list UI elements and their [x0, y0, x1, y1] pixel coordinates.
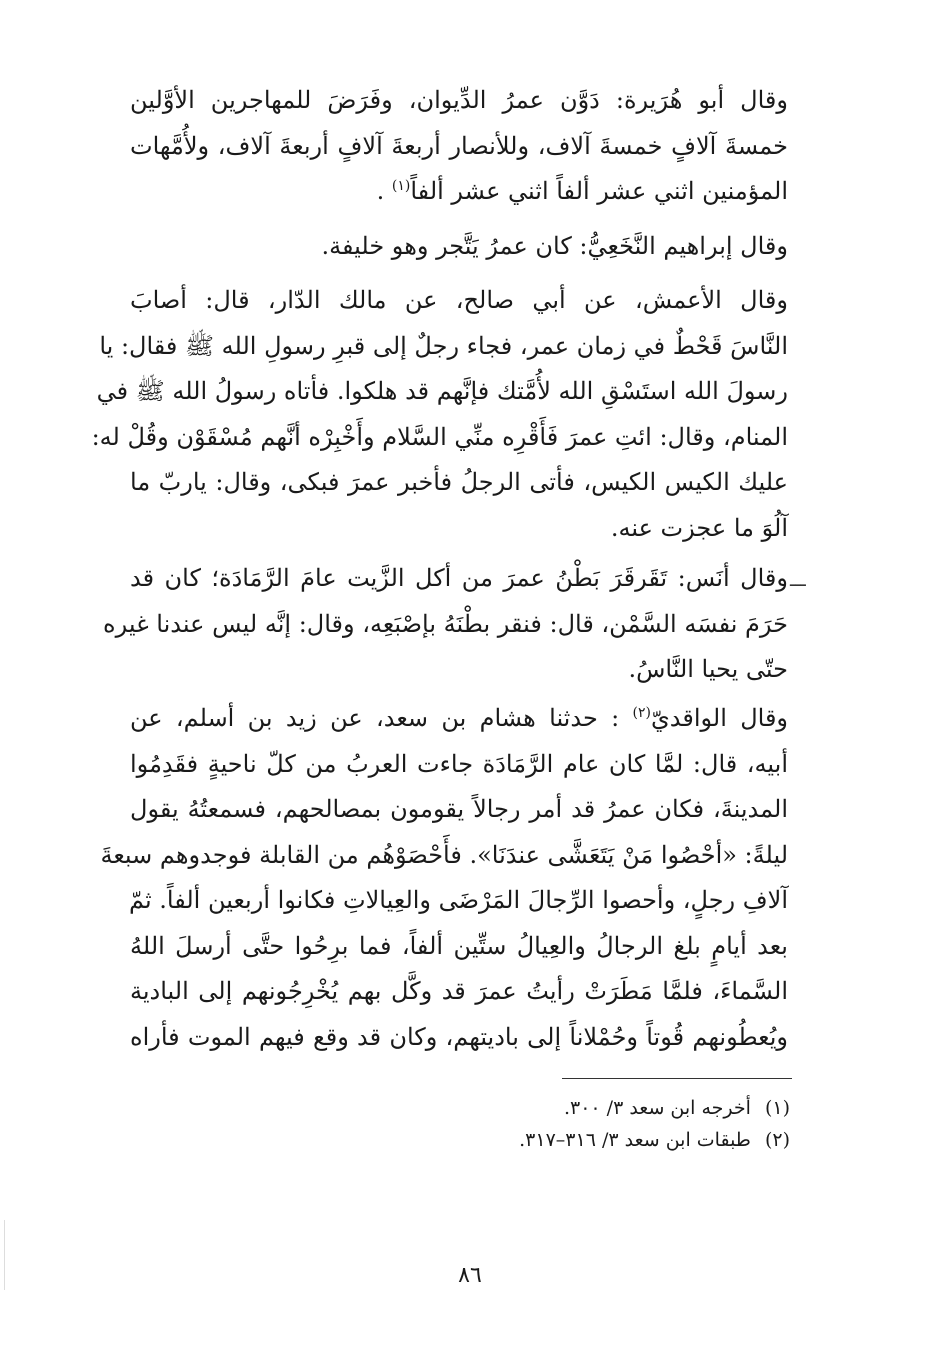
text-line: حَرَمَ نفسَه السَّمْن، قال: فنقر بطْنَهُ بإصْبَعِه، وقال: إنَّه ليس عندنا غيره [103, 609, 788, 638]
footnote-divider [562, 1078, 792, 1079]
text-line: وقال الأعمش، عن أبي صالح، عن مالك الدّار، قال: أصابَ [130, 286, 788, 314]
text-line: أبيه، قال: لمَّا كان عام الرَّمَادَة جاءت العربُ من كلّ ناحيةٍ فقَدِمُوا [130, 749, 788, 778]
footnote-text: أخرجه ابن سعد ٣/ ٣٠٠. [563, 1097, 751, 1119]
footnote-reference-1[interactable]: (١) [391, 178, 411, 194]
paragraph-2 [130, 224, 788, 270]
footnote-number: (١) [764, 1097, 790, 1119]
text-line [130, 169, 788, 215]
text-line: آلافِ رجلٍ، وأحصوا الرِّجالَ المَرْضَى والعِيالاتِ فكانوا أربعين ألفاً. ثمّ [128, 886, 788, 914]
text-line: خمسةَ آلافٍ خمسةَ آلاف، وللأنصار أربعةَ آلافٍ أربعةَ آلاف، ولأُمَّهات [130, 131, 788, 160]
text-line: السَّماءَ، فلمَّا مَطَرَتْ رأيتُ عمرَ قد وكَّل بهم يُخْرِجُونهم إلى البادية [130, 977, 788, 1005]
paragraph-3 [91, 278, 789, 551]
text-line: النَّاسَ قَحْطٌ في زمان عمر، فجاء رجلٌ إلى قبرِ رسولِ الله ﷺ فقال: يا [99, 331, 788, 360]
paragraph-5 [100, 696, 789, 1060]
text-line: بعد أيامٍ بلغ الرجالُ والعِيالُ ستِّين ألفاً، فما برِحُوا حتَّى أرسلَ اللهُ [130, 931, 788, 960]
text-line: حتّى يحيا النَّاسُ. [628, 655, 788, 683]
text-line [130, 696, 788, 742]
text-line: رسولَ الله استَسْقِ الله لأُمَّتك فإنَّهم قد هلكوا. فأتاه رسولُ الله ﷺ في [96, 377, 788, 405]
text-line: المدينةَ، فكان عمرُ قد أمر رجالاً يقومون بمصالحهم، فسمعتُهُ يقول [130, 795, 788, 823]
line-tail: . [376, 177, 392, 205]
paragraph-4 [103, 556, 788, 693]
text-line: المنام، وقال: ائتِ عمرَ فَأَقْرِه منِّي السَّلام وأَخْبِرْه أنَّهم مُسْقَوْن وقُلْ له: [91, 422, 788, 451]
footnote-number: (٢) [764, 1129, 790, 1151]
footnote-2 [430, 1126, 790, 1154]
text-line-content: المؤمنين اثني عشر ألفاً اثني عشر ألفاً [410, 177, 788, 205]
text-line: ويُعطُونهم قُوتاً وحُمْلاناً إلى باديتهم، وكان قد وقع فيهم الموت فأراه [130, 1022, 788, 1051]
text-line: ليلةً: «أحْصُوا مَنْ يَتَعَشَّى عندَنَا». فأَحْصَوْهُم من القابلة فوجدوهم سبعةَ [100, 840, 788, 869]
paragraph-1 [130, 78, 788, 215]
text-line: وقال أنَس: تَقَرقَرَ بَطْنُ عمرَ من أكل الزَّيت عامَ الرَّمَادَة؛ كان قد [130, 564, 788, 592]
footnote-reference-2[interactable]: (٢) [632, 705, 651, 721]
text-line-rest: : حدثنا هشام بن سعد، عن زيد بن أسلم، عن [130, 704, 633, 732]
footnote-1 [430, 1094, 790, 1122]
text-line: آلُوَ ما عجزت عنه. [610, 513, 788, 542]
text-line-head: وقال الواقديّ [650, 704, 789, 732]
text-line: عليك الكيس الكيس، فأتى الرجلُ فأخبر عمرَ فبكى، وقال: ياربّ ما [130, 468, 789, 496]
text-line: وقال إبراهيم النَّخَعِيُّ: كان عمرُ يَتَّجر وهو خليفة. [321, 232, 788, 260]
page-number: ٨٦ [458, 1263, 482, 1288]
handwritten-margin-mark: ـــ [790, 570, 806, 591]
text-line: وقال أبو هُرَيرة: دَوَّن عمرُ الدِّيوان، وفَرَضَ للمهاجرين الأوَّلين [130, 86, 788, 114]
scan-edge-mark [4, 1220, 5, 1290]
footnote-text: طبقات ابن سعد ٣/ ٣١٦–٣١٧. [519, 1129, 751, 1151]
